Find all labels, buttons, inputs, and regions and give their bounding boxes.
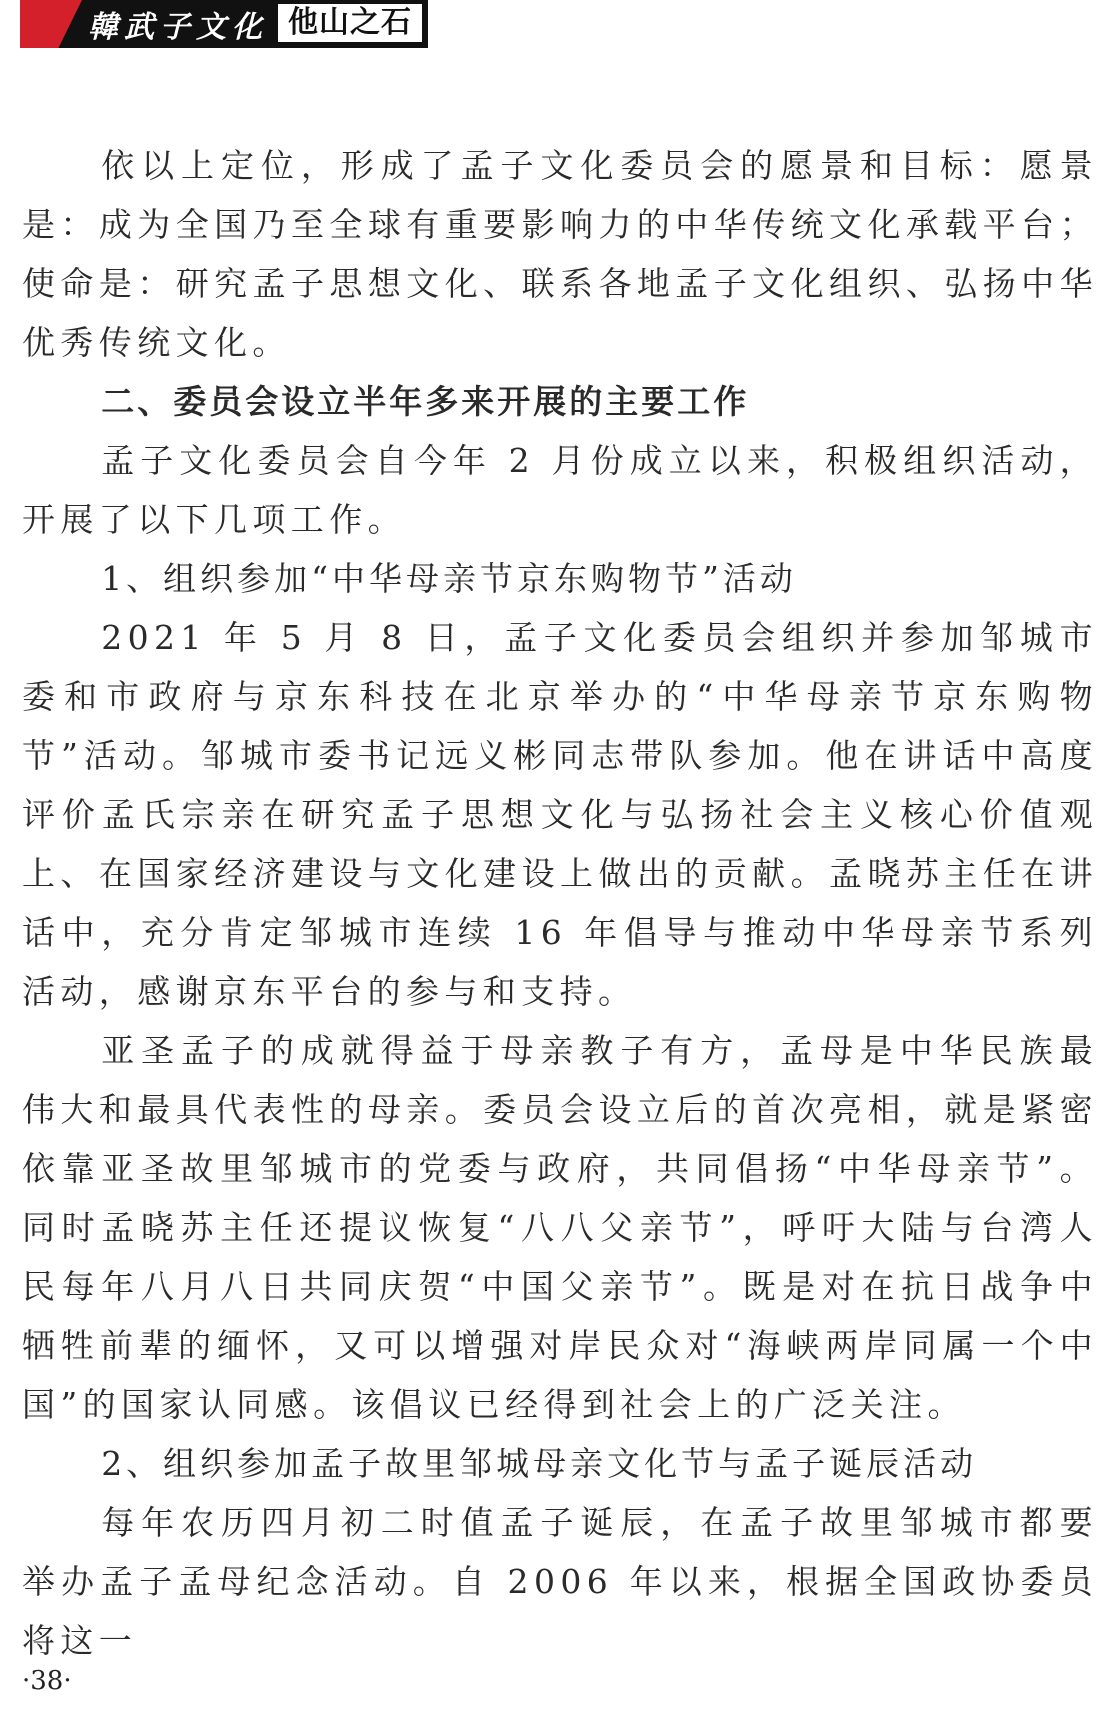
magazine-title: 韓武子文化	[88, 10, 268, 45]
page-number: ·38·	[22, 1666, 72, 1696]
paragraph: 亚圣孟子的成就得益于母亲教子有方，孟母是中华民族最伟大和最具代表性的母亲。委员会设立后的首次亮相，就是紧密依靠亚圣故里邹城市的党委与政府，共同倡扬“中华母亲节”。同时孟晓苏主任还提议恢复“八八父亲节”，呼吁大陆与台湾人民每年八月八日共同庆贺“中国父亲节”。既是对在抗日战争中牺牲前辈的缅怀，又可以增强对岸民众对“海峡两岸同属一个中国”的国家认同感。该倡议已经得到社会上的广泛关注。	[22, 1031, 1098, 1424]
paragraph: 2021 年 5 月 8 日，孟子文化委员会组织并参加邹城市委和市政府与京东科技在北京举办的“中华母亲节京东购物节”活动。邹城市委书记远义彬同志带队参加。他在讲话中高度评价孟氏宗亲在研究孟子思想文化与弘扬社会主义核心价值观上、在国家经济建设与文化建设上做出的贡献。孟晓苏主任在讲话中，充分肯定邹城市连续 16 年倡导与推动中华母亲节系列活动，感谢京东平台的参与和支持。	[22, 618, 1098, 1011]
paragraph: 每年农历四月初二时值孟子诞辰，在孟子故里邹城市都要举办孟子孟母纪念活动。自 2006 年以来，根据全国政协委员将这一	[22, 1503, 1098, 1660]
header-banner	[20, 0, 428, 48]
article-body	[22, 136, 1098, 1670]
column-title: 他山之石	[278, 4, 422, 42]
section-heading: 二、委员会设立半年多来开展的主要工作	[101, 382, 750, 421]
paragraph: 孟子文化委员会自今年 2 月份成立以来，积极组织活动，开展了以下几项工作。	[22, 441, 1098, 539]
header-red-accent	[20, 0, 82, 48]
paragraph: 依以上定位，形成了孟子文化委员会的愿景和目标：愿景是：成为全国乃至全球有重要影响力的中华传统文化承载平台；使命是：研究孟子思想文化、联系各地孟子文化组织、弘扬中华优秀传统文化。	[22, 146, 1098, 362]
subheading: 2、组织参加孟子故里邹城母亲文化节与孟子诞辰活动	[101, 1444, 978, 1483]
subheading: 1、组织参加“中华母亲节京东购物节”活动	[101, 559, 797, 598]
